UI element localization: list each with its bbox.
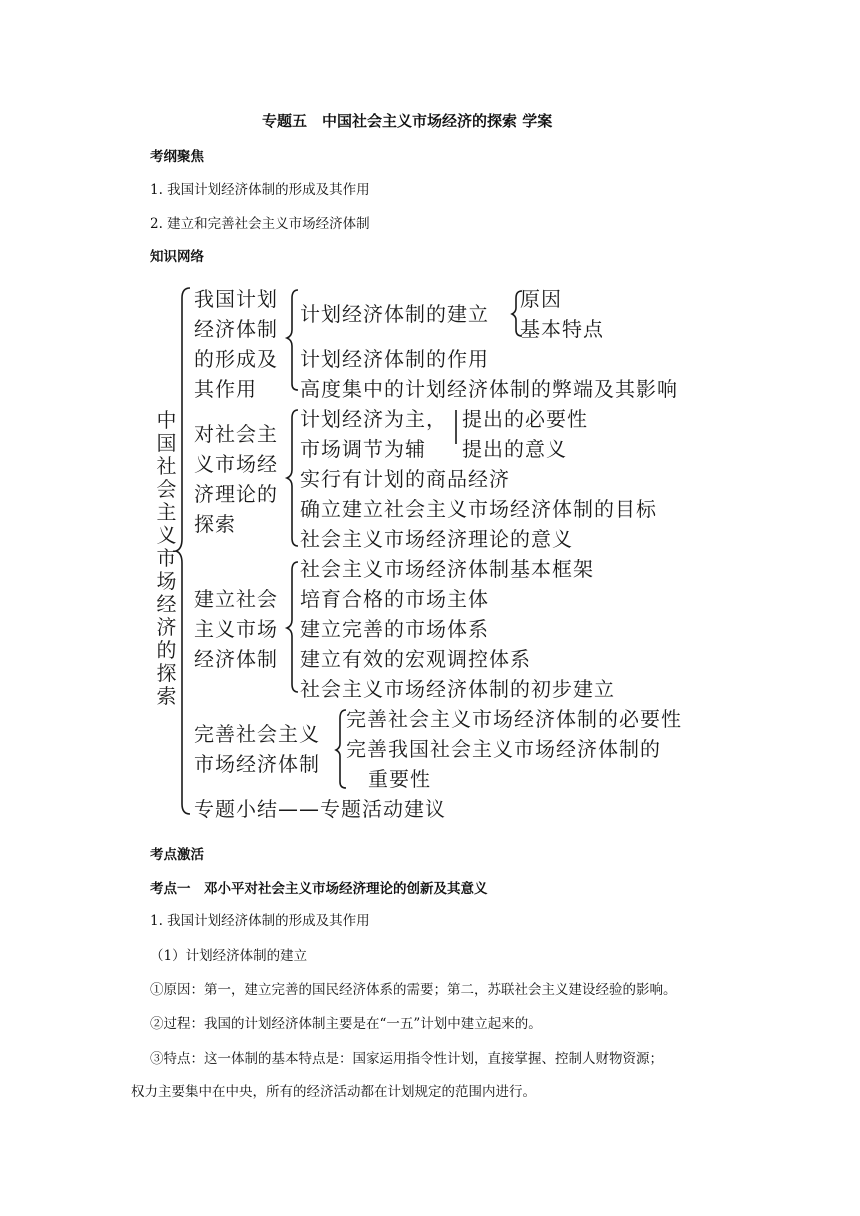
branch4-label-line2: 市场经济体制 xyxy=(194,752,320,776)
branch5-label: 专题小结——专题活动建议 xyxy=(194,797,446,821)
knowledge-network-heading: 知识网络 xyxy=(150,249,204,265)
branch1-sub-1: 原因 xyxy=(520,287,562,311)
branch3-item-5: 社会主义市场经济体制的初步建立 xyxy=(300,677,615,701)
page-title: 专题五 中国社会主义市场经济的探索 学案 xyxy=(262,112,553,130)
branch3-item-3: 建立完善的市场体系 xyxy=(300,617,489,641)
exam-focus-item-2: 2. 建立和完善社会主义市场经济体制 xyxy=(150,216,370,232)
branch2-sub-2: 提出的意义 xyxy=(462,437,567,461)
paragraph-features-line1: ③特点：这一体制的基本特点是：国家运用指令性计划，直接掌握、控制人财物资源； xyxy=(150,1051,663,1067)
branch2-label-line3: 济理论的 xyxy=(194,482,278,506)
branch2-sub-1: 提出的必要性 xyxy=(462,407,588,431)
point1-sub1a: （1）计划经济体制的建立 xyxy=(150,948,308,964)
branch1-label-line2: 经济体制 xyxy=(194,317,278,341)
branch1-label-line1: 我国计划 xyxy=(194,287,278,311)
branch2-item-3: 实行有计划的商品经济 xyxy=(300,467,510,491)
branch2-item-1: 计划经济为主， xyxy=(300,407,447,431)
branch1-item-3: 高度集中的计划经济体制的弊端及其影响 xyxy=(300,377,678,401)
branch4-item-1: 完善社会主义市场经济体制的必要性 xyxy=(346,707,682,731)
branch3-label-line1: 建立社会 xyxy=(194,587,278,611)
branch2-label-line1: 对社会主 xyxy=(194,422,278,446)
exam-focus-item-1: 1. 我国计划经济体制的形成及其作用 xyxy=(150,182,370,198)
exam-focus-heading: 考纲聚焦 xyxy=(150,149,204,165)
mind-map-root: 中 国 社 会 主 义 市 场 经 济 的 探 索 xyxy=(156,408,178,708)
branch2-item-5: 社会主义市场经济理论的意义 xyxy=(300,527,573,551)
branch3-label-line3: 经济体制 xyxy=(194,647,278,671)
paragraph-reason: ①原因：第一，建立完善的国民经济体系的需要；第二，苏联社会主义建设经验的影响。 xyxy=(150,982,677,998)
branch3-label-line2: 主义市场 xyxy=(194,617,278,641)
paragraph-features-line2: 权力主要集中在中央，所有的经济活动都在计划规定的范围内进行。 xyxy=(131,1084,536,1100)
branch2-label-line2: 义市场经 xyxy=(194,452,278,476)
branch1-brace xyxy=(287,290,298,390)
branch4-item-3: 重要性 xyxy=(368,767,431,791)
branch4-brace xyxy=(336,710,346,788)
activation-heading: 考点激活 xyxy=(150,847,204,863)
branch2-brace xyxy=(287,410,298,546)
branch3-item-1: 社会主义市场经济体制基本框架 xyxy=(300,557,594,581)
paragraph-process: ②过程：我国的计划经济体制主要是在“一五”计划中建立起来的。 xyxy=(150,1016,542,1032)
branch3-item-4: 建立有效的宏观调控体系 xyxy=(300,647,531,671)
point1-heading: 考点一 邓小平对社会主义市场经济理论的创新及其意义 xyxy=(150,881,488,897)
knowledge-mind-map xyxy=(150,284,720,824)
branch1-label-line3: 的形成及 xyxy=(194,347,278,371)
branch4-label-line1: 完善社会主义 xyxy=(194,722,320,746)
branch1-label-line4: 其作用 xyxy=(194,377,257,401)
branch4-item-2: 完善我国社会主义市场经济体制的 xyxy=(346,737,661,761)
branch2-item-2: 市场调节为辅 xyxy=(300,437,426,461)
branch3-brace xyxy=(287,562,298,692)
branch2-label-line4: 探索 xyxy=(194,512,236,536)
branch2-item-4: 确立建立社会主义市场经济体制的目标 xyxy=(300,497,657,521)
branch1-item-1: 计划经济体制的建立 xyxy=(300,302,489,326)
branch3-item-2: 培育合格的市场主体 xyxy=(300,587,489,611)
point1-sub1: 1. 我国计划经济体制的形成及其作用 xyxy=(150,913,370,929)
branch1-sub-2: 基本特点 xyxy=(520,317,604,341)
branch1-item-2: 计划经济体制的作用 xyxy=(300,347,489,371)
